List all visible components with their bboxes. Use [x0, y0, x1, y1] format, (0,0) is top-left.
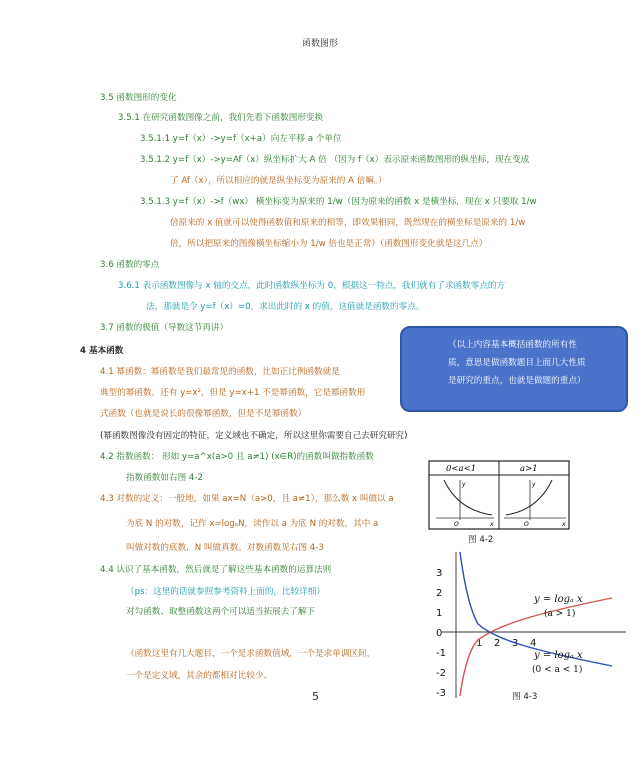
text-line: 3.5.1 在研究函数图像之前，我们先看下函数图形变换 — [118, 113, 324, 123]
text-line: 3.5 函数图形的变化 — [100, 93, 177, 103]
x-tick-label: 1 — [476, 638, 483, 649]
text-line: 3.7 函数的极值（导数这节再讲） — [100, 323, 229, 333]
callout-line: 是研究的重点，也就是做题的重点） — [448, 376, 586, 386]
text-line: 倍原来的 x 值就可以使得函数值和原来的相等，即效果相同，既然现在的横坐标是原来的 1/w — [170, 218, 526, 228]
text-line: 3.5.1.1 y=f（x）->y=f（x+a）向左平移 a 个单位 — [140, 134, 342, 144]
text-line: 3.6 函数的零点 — [100, 260, 160, 270]
text-line: 3.5.1.3 y=f（x）->f（wx） 横坐标变为原来的 1/w（因为原来的函数 x 是横坐标，现在 x 只要取 1/w — [140, 197, 537, 207]
panel-label-right: a>1 — [520, 464, 538, 474]
axis-label: x — [490, 521, 494, 528]
y-tick-label: -2 — [436, 668, 446, 679]
text-line: 法，那就是令 y=f（x）=0，求出此时的 x 的值，这值就是函数的零点。 — [146, 302, 425, 312]
log-curve-decreasing — [460, 552, 612, 666]
axis-label: x — [562, 521, 566, 528]
text-line: 叫做对数的底数，N 叫做真数。对数函数见右图 4-3 — [126, 543, 324, 553]
y-tick-label: 3 — [436, 568, 443, 579]
y-tick-label: -1 — [436, 648, 446, 659]
red-curve-label: y = logₐ x — [534, 594, 583, 605]
text-line: 3.5.1.2 y=f（x）->y=Af（x）纵坐标扩大 A 倍 （因为 f（x）表示原来函数图形的纵坐标，现在变成 — [140, 155, 530, 165]
text-line: 4.4 认识了基本函数，然后就是了解这些基本函数的运算法则 — [100, 565, 332, 575]
figure-4-3-logarithm — [412, 548, 626, 700]
red-curve-condition: (a > 1) — [544, 609, 576, 619]
page-header-title: 函数图形 — [301, 39, 338, 49]
text-line: 倍，所以把原来的图像横坐标缩小为 1/w 倍也是正常）（函数图形变化就是这几点） — [170, 239, 488, 249]
callout-line: （以上内容基本概括函数的所有性 — [448, 340, 577, 350]
text-line: (幂函数图像没有固定的特征，定义域也不确定，所以这里你需要自己去研究研究) — [100, 431, 408, 441]
figure-4-2-exponential — [428, 460, 570, 530]
axis-label: y — [462, 481, 466, 488]
blue-curve-condition: (0 < a < 1) — [532, 665, 583, 675]
panel-label-left: 0<a<1 — [446, 464, 477, 474]
text-line: 式函数（也就是说长的很像幂函数，但是不是幂函数） — [100, 409, 307, 419]
text-line: 典型的幂函数，还有 y=x²，但是 y=x+1 不是幂函数，它是幂函数形 — [100, 388, 366, 398]
text-line: 4 基本函数 — [80, 346, 124, 356]
y-tick-label: 1 — [436, 608, 443, 619]
text-line: 为底 N 的对数，记作 x=logₐN，读作以 a 为底 N 的对数，其中 a — [126, 519, 379, 529]
origin-label: O — [524, 521, 529, 528]
text-line: 4.2 指数函数： 形如 y=a^x(a>0 且 a≠1) (x∈R)的函数叫做指数函数 — [100, 452, 374, 462]
y-tick-label: -3 — [436, 688, 446, 699]
origin-label: O — [454, 521, 459, 528]
text-line: （函数这里有几大题目，一个是求函数值域，一个是求单调区间， — [126, 649, 376, 659]
callout-line: 质，意思是做函数题目上面几大性质 — [448, 358, 586, 368]
x-tick-label: 3 — [512, 638, 519, 649]
text-line: 4.3 对数的定义：一般地，如果 ax=N（a>0，且 a≠1），那么数 x 叫做以 a — [100, 494, 394, 504]
text-line: （ps：这里的话就参照参考资料上面的，比较详细） — [126, 587, 325, 597]
text-line: 指数函数如右图 4-2 — [126, 473, 203, 483]
text-line: 了 Af（x），所以相应的就是纵坐标变为原来的 A 倍嘛。） — [170, 176, 387, 186]
axis-label: y — [532, 481, 536, 488]
text-line: 4.1 幂函数：幂函数是我们最常见的函数，比如正比例函数就是 — [100, 367, 340, 377]
page-number: 5 — [312, 690, 319, 703]
text-line: 3.6.1 表示函数图像与 x 轴的交点，此时函数纵坐标为 0，根据这一特点，我们就有了求函数零点的方 — [118, 281, 506, 291]
figure-4-3-caption: 图 4-3 — [512, 692, 538, 702]
y-tick-label: 0 — [436, 628, 443, 639]
note-callout — [400, 326, 628, 412]
figure-4-2-caption: 图 4-2 — [468, 535, 494, 545]
x-tick-label: 2 — [494, 638, 501, 649]
text-line: 一个是定义域，其余的都相对比较少。 — [126, 671, 273, 681]
x-tick-label: 4 — [530, 638, 537, 649]
y-tick-label: 2 — [436, 588, 443, 599]
text-line: 对勾函数、取整函数这两个可以适当拓展去了解下 — [126, 607, 316, 617]
blue-curve-label: y = logₐ x — [534, 650, 583, 661]
